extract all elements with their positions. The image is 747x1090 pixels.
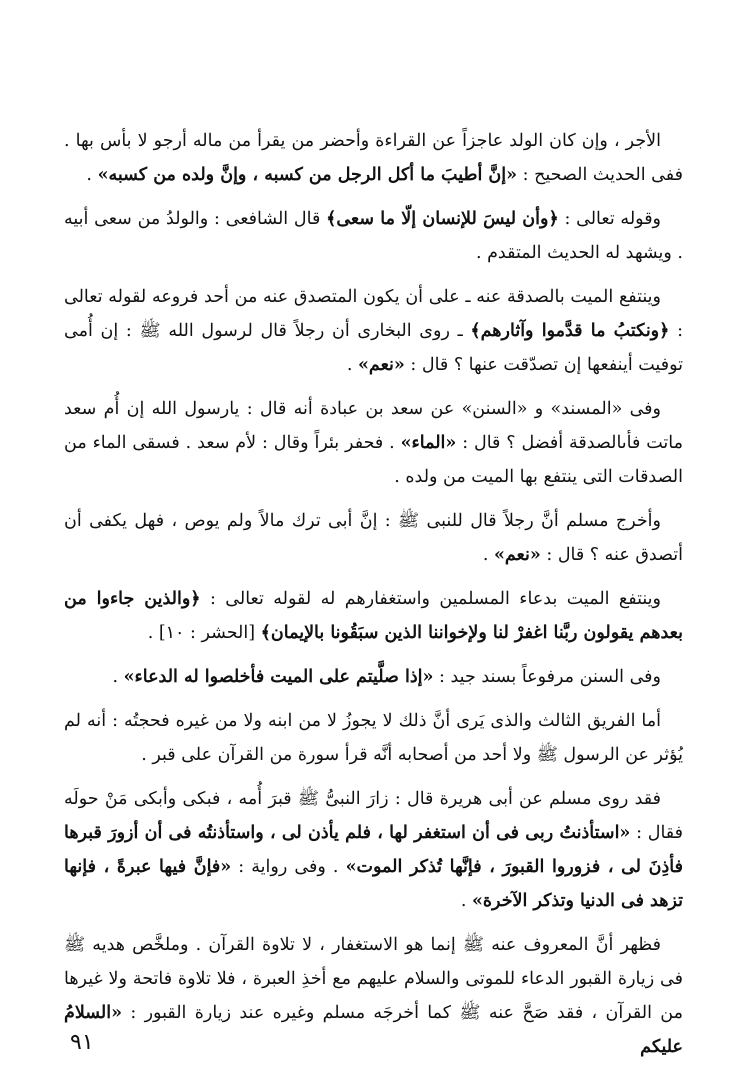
paragraph xyxy=(64,660,683,694)
body-text: أما الفريق الثالث والذى يَرى أنَّ ذلك لا يجوزُ لا من ابنه ولا من غيره فحجتُه : أنه لم يُؤثر عن الرسول ﷺ ولا أحد من أصحابه أنَّه قرأ سورة من القرآن على قبر . xyxy=(64,711,683,765)
quoted-text: ﴿وأن ليسَ للإنسان إلّا ما سعى﴾ xyxy=(326,209,559,229)
quoted-text: «إذا صلَّيتم على الميت فأخلصوا له الدعاء» xyxy=(123,667,434,687)
body-text: ـ روى البخارى أن رجلاً قال لرسول الله ﷺ : إن أُمى توفيت أينفعها إن تصدّقت عنها ؟ قال : xyxy=(64,321,683,375)
body-text: . xyxy=(86,165,98,185)
body-text: وأخرج مسلم أنَّ رجلاً قال للنبى ﷺ : إنَّ أبى ترك مالاً ولم يوص ، فهل يكفى أن أتصدق عنه ؟ قال : xyxy=(64,511,683,565)
body-text: . xyxy=(482,545,494,565)
body-text: . xyxy=(460,891,472,911)
body-text: فظهر أنَّ المعروف عنه ﷺ إنما هو الاستغفار ، لا تلاوة القرآن . وملخَّص هديه ﷺ فى زيارة القبور الدعاء للموتى والسلام عليهم مع أخذِ العبرة ، فلا تلاوة فاتحة ولا غيرها من القرآن ، فقد صَحَّ عنه ﷺ كما أخرجَه مسلم وغيره عند زيارة القبور : xyxy=(64,935,683,1023)
body-text: فقد روى مسلم عن أبى هريرة قال : زارَ النبىُّ ﷺ قبرَ أُمه ، فبكى وأبكى مَنْ حولَه فقال : xyxy=(64,789,683,843)
body-text: . فحفر بئراً وقال : لأم سعد . فسقى الماء من الصدقات التى ينتفع بها الميت من ولده . xyxy=(64,433,683,487)
paragraph xyxy=(64,928,683,1064)
body-text: وفى «المسند» و «السنن» عن سعد بن عبادة أنه قال : يارسول الله إن أُم سعد ماتت فأىالصدقة أفضل ؟ قال : xyxy=(64,399,684,453)
paragraph xyxy=(64,582,683,650)
paragraph xyxy=(64,124,683,192)
body-text: الأجر ، وإن كان الولد عاجزاً عن القراءة وأحضر من يقرأ من ماله أرجو لا بأس بها . ففى الحديث الصحيح : xyxy=(64,131,683,185)
quoted-text: «الماء» xyxy=(400,433,457,453)
body-text: وينتفع الميت بالصدقة عنه ـ على أن يكون المتصدق عنه من أحد فروعه لقوله تعالى : xyxy=(64,287,683,341)
quoted-text: «إنَّ أطيبَ ما أكل الرجل من كسبه ، وإنَّ ولده من كسبه» xyxy=(97,165,518,185)
page-number: ٩١ xyxy=(70,1030,94,1055)
body-text: . xyxy=(346,355,358,375)
body-text: . وفى رواية : xyxy=(231,857,346,877)
paragraph xyxy=(64,280,683,382)
quoted-text: ﴿والذين جاءوا من بعدهم يقولون ربَّنا اغفرْ لنا ولإخواننا الذين سبَقُونا بالإيمان﴾ xyxy=(64,589,683,643)
quoted-text: «استأذنتُ ربى فى أن استغفر لها ، فلم يأذن لى ، واستأذنتُه فى أن أزورَ قبرها فأذِنَ لى ، فزوروا القبورَ ، فإنَّها تُذكر الموت» xyxy=(64,823,683,877)
paragraph xyxy=(64,392,683,494)
quoted-text: «فإنَّ فيها عبرةً ، فإنها تزهد فى الدنيا وتذكر الآخرة» xyxy=(64,857,683,911)
paragraph xyxy=(64,782,683,918)
text-body xyxy=(64,124,683,1064)
paragraph xyxy=(64,202,683,270)
quoted-text: ﴿ونكتبُ ما قدَّموا وآثارهم﴾ xyxy=(470,321,670,341)
body-text: وينتفع الميت بدعاء المسلمين واستغفارهم له لقوله تعالى : xyxy=(200,589,661,609)
body-text: وفى السنن مرفوعاً بسند جيد : xyxy=(433,667,661,687)
paragraph xyxy=(64,504,683,572)
body-text: وقوله تعالى : xyxy=(558,209,662,229)
quoted-text: «نعم» xyxy=(357,355,405,375)
body-text: [الحشر : ١٠] . xyxy=(147,623,261,643)
body-text: قال الشافعى : والولدُ من سعى أبيه . ويشهد له الحديث المتقدم . xyxy=(64,209,683,263)
paragraph xyxy=(64,704,683,772)
quoted-text: «نعم» xyxy=(493,545,541,565)
quoted-text: «السلامُ عليكم xyxy=(64,1003,683,1057)
body-text: . xyxy=(112,667,124,687)
